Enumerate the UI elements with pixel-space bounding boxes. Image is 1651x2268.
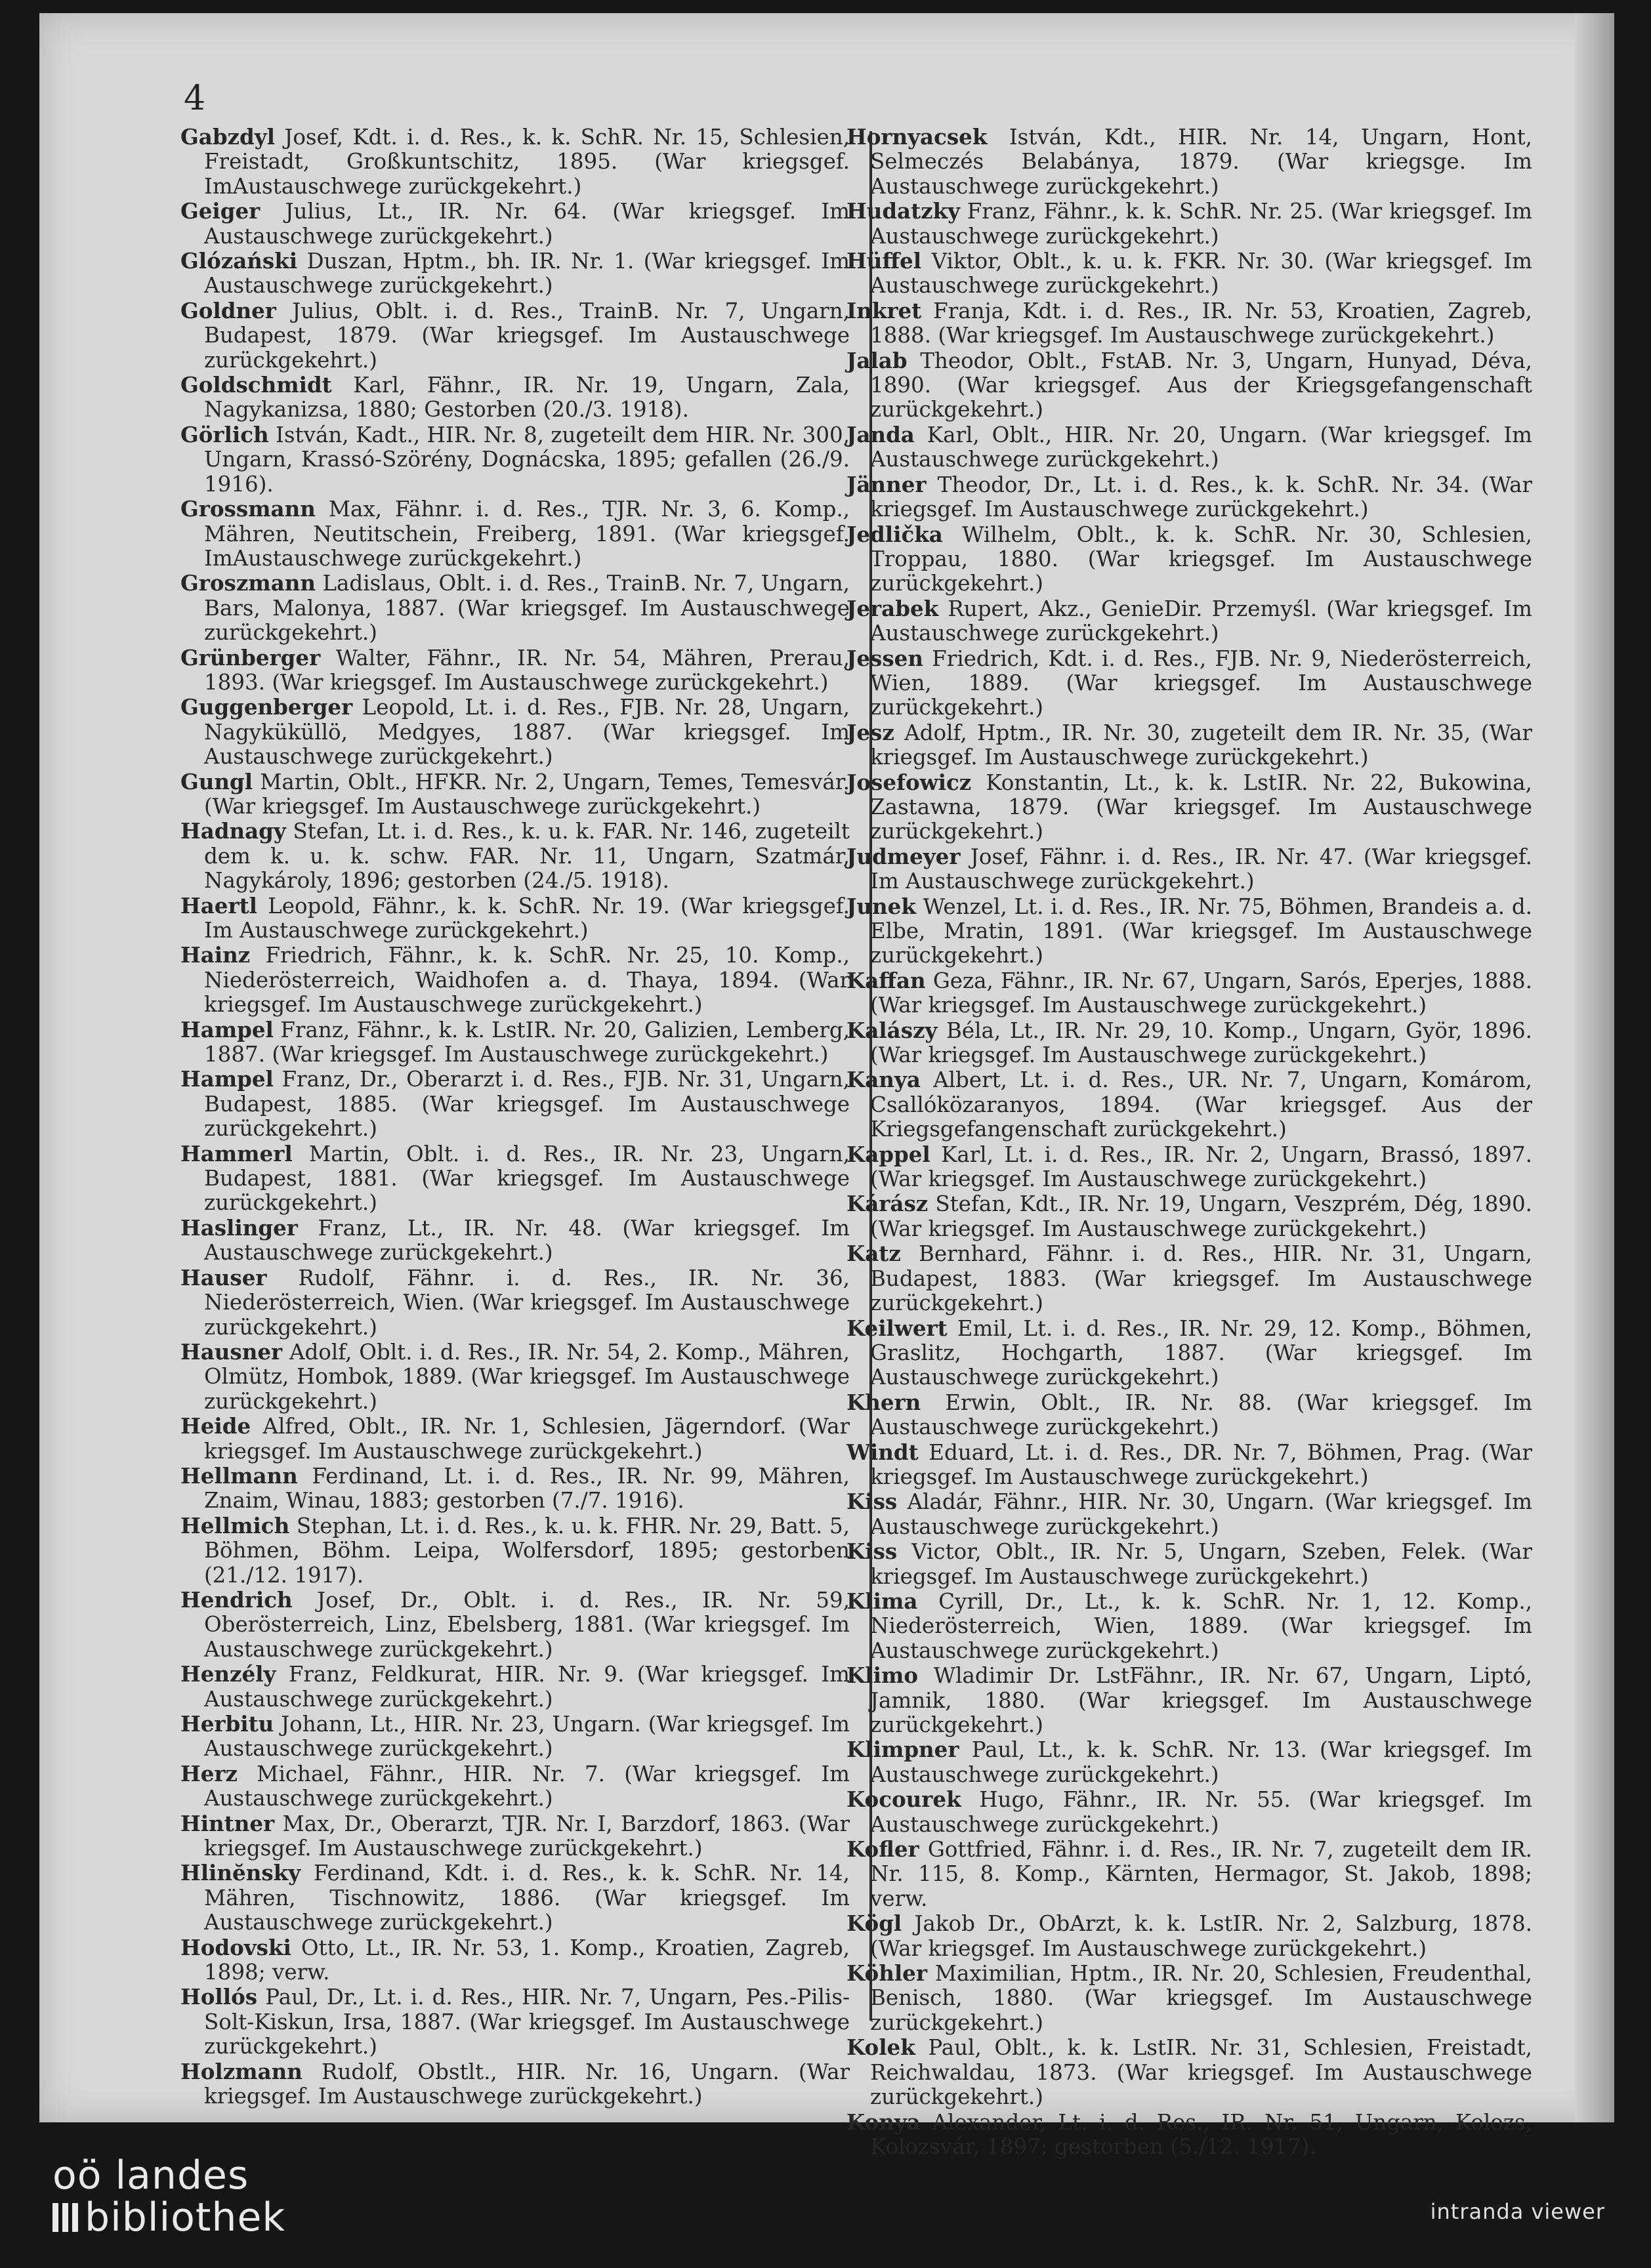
- entry-surname: Kiss: [846, 1489, 898, 1515]
- directory-entry: [846, 1737, 1532, 1787]
- entry-details: Aladár, Fähnr., HIR. Nr. 30, Ungarn. (War kriegsgef. Im Austauschwege zurückgekehrt.): [870, 1489, 1532, 1539]
- entry-details: Jakob Dr., ObArzt, k. k. LstIR. Nr. 2, Salzburg, 1878. (War kriegsgef. Im Austauschwege zurückgekehrt.): [870, 1911, 1532, 1961]
- entry-details: Johann, Lt., HIR. Nr. 23, Ungarn. (War kriegsgef. Im Austauschwege zurückgekehrt.): [204, 1712, 850, 1762]
- entry-surname: Jessen: [846, 645, 923, 671]
- entry-details: Stephan, Lt. i. d. Res., k. u. k. FHR. Nr. 29, Batt. 5, Böhmen, Böhm. Leipa, Wolfersdorf, 1895; gestorben (21./12. 1917).: [204, 1513, 850, 1588]
- directory-entry: [180, 1142, 850, 1216]
- directory-entry: [846, 423, 1532, 472]
- viewer-credit[interactable]: intranda viewer: [1430, 2199, 1605, 2224]
- entry-details: Ferdinand, Lt. i. d. Res., IR. Nr. 99, Mähren, Znaim, Winau, 1883; gestorben (7./7. 1916).: [204, 1463, 850, 1514]
- entry-details: Victor, Oblt., IR. Nr. 5, Ungarn, Szeben, Felek. (War kriegsgef. Im Austauschwege zurückgekehrt.): [870, 1539, 1532, 1589]
- entry-details: Friedrich, Fähnr., k. k. SchR. Nr. 25, 10. Komp., Niederösterreich, Waidhofen a. d. Thaya, 1894. (War kriegsgef. Im Austauschwege zurückgekehrt.): [204, 943, 850, 1018]
- entry-details: Franz, Fähnr., k. k. LstIR. Nr. 20, Galizien, Lemberg, 1887. (War kriegsgef. Im Austauschwege zurückgekehrt.): [204, 1017, 850, 1067]
- entry-surname: Junek: [846, 893, 916, 919]
- directory-entry: [846, 472, 1532, 522]
- logo-bars-icon: [52, 2203, 78, 2232]
- entry-details: Martin, Oblt., HFKR. Nr. 2, Ungarn, Temes, Temesvár. (War kriegsgef. Im Austauschwege zurückgekehrt.): [204, 769, 850, 819]
- entry-details: Viktor, Oblt., k. u. k. FKR. Nr. 30. (War kriegsgef. Im Austauschwege zurückgekehrt.): [870, 249, 1532, 299]
- entry-surname: Goldner: [180, 297, 276, 323]
- entry-details: Theodor, Dr., Lt. i. d. Res., k. k. SchR. Nr. 34. (War kriegsgef. Im Austauschwege zurückgekehrt.): [870, 472, 1532, 522]
- directory-entry: [180, 1985, 850, 2059]
- directory-entry: [846, 844, 1532, 894]
- entry-surname: Herz: [180, 1760, 238, 1786]
- entry-surname: Jedlička: [846, 521, 943, 547]
- entry-surname: Glózański: [180, 248, 298, 274]
- entry-surname: Kofler: [846, 1836, 919, 1863]
- entry-surname: Jerabek: [846, 595, 939, 621]
- entry-surname: Keilwert: [846, 1315, 948, 1341]
- directory-entry: [846, 299, 1532, 348]
- directory-entry: [180, 299, 850, 373]
- entry-details: Karl, Fähnr., IR. Nr. 19, Ungarn, Zala, Nagykanizsa, 1880; Gestorben (20./3. 1918).: [204, 373, 850, 423]
- entry-details: Erwin, Oblt., IR. Nr. 88. (War kriegsgef. Im Austauschwege zurückgekehrt.): [870, 1390, 1532, 1440]
- entry-details: Adolf, Hptm., IR. Nr. 30, zugeteilt dem IR. Nr. 35, (War kriegsgef. Im Austauschwege zurückgekehrt.): [870, 720, 1532, 770]
- entry-surname: Khern: [846, 1389, 921, 1415]
- directory-entry: [180, 770, 850, 819]
- directory-entry: [180, 249, 850, 299]
- entry-details: Paul, Dr., Lt. i. d. Res., HIR. Nr. 7, Ungarn, Pes.-Pilis-Solt-Kiskun, Irsa, 1887. (War kriegsgef. Im Austauschwege zurückgekehrt.): [204, 1985, 850, 2059]
- directory-entry: [180, 1018, 850, 1067]
- entry-details: Franz, Feldkurat, HIR. Nr. 9. (War kriegsgef. Im Austauschwege zurückgekehrt.): [204, 1662, 850, 1712]
- directory-entry: [846, 968, 1532, 1018]
- entry-details: Max, Fähnr. i. d. Res., TJR. Nr. 3, 6. Komp., Mähren, Neutitschein, Freiberg, 1891. (War kriegsgef. ImAustauschwege zurückgekehrt.): [204, 497, 850, 571]
- directory-entry: [846, 1589, 1532, 1663]
- entry-details: Leopold, Fähnr., k. k. SchR. Nr. 19. (War kriegsgef. Im Austauschwege zurückgekehrt.): [204, 893, 850, 943]
- entry-surname: Jänner: [846, 471, 927, 497]
- entry-details: Otto, Lt., IR. Nr. 53, 1. Komp., Kroatien, Zagreb, 1898; verw.: [204, 1935, 850, 1985]
- directory-entry: [846, 1067, 1532, 1142]
- entry-surname: Guggenberger: [180, 694, 353, 720]
- directory-entry: [180, 423, 850, 497]
- entry-details: Josef, Dr., Oblt. i. d. Res., IR. Nr. 59, Oberösterreich, Linz, Ebelsberg, 1881. (War kriegsgef. Im Austauschwege zurückgekehrt.): [204, 1587, 850, 1662]
- directory-entry: [180, 571, 850, 645]
- directory-entry: [846, 1837, 1532, 1911]
- entry-details: Albert, Lt. i. d. Res., UR. Nr. 7, Ungarn, Komárom, Csallóközaranyos, 1894. (War kriegsgef. Aus der Kriegsgefangenschaft zurückgekehrt.): [870, 1067, 1532, 1142]
- entry-details: Geza, Fähnr., IR. Nr. 67, Ungarn, Sarós, Eperjes, 1888. (War kriegsgef. Im Austauschwege zurückgekehrt.): [870, 968, 1532, 1018]
- directory-entry: [846, 1961, 1532, 2035]
- directory-entry: [846, 249, 1532, 299]
- page-edge: [1575, 13, 1614, 2122]
- directory-entry: [846, 348, 1532, 423]
- directory-entry: [846, 1142, 1532, 1192]
- entry-surname: Haertl: [180, 892, 257, 918]
- entry-details: Franz, Fähnr., k. k. SchR. Nr. 25. (War kriegsgef. Im Austauschwege zurückgekehrt.): [870, 199, 1532, 249]
- entry-surname: Holzmann: [180, 2058, 303, 2084]
- directory-entry: [846, 646, 1532, 720]
- directory-entry: [846, 1489, 1532, 1539]
- logo-line-1: oö landes: [52, 2153, 249, 2198]
- entry-surname: Katz: [846, 1241, 901, 1267]
- entry-details: Friedrich, Kdt. i. d. Res., FJB. Nr. 9, Niederösterreich, Wien, 1889. (War kriegsgef. Im Austauschwege zurückgekehrt.): [870, 646, 1532, 720]
- entry-details: Rudolf, Fähnr. i. d. Res., IR. Nr. 36, Niederösterreich, Wien. (War kriegsgef. Im Austauschwege zurückgekehrt.): [204, 1265, 850, 1340]
- directory-entry: [846, 522, 1532, 596]
- entry-surname: Hausner: [180, 1338, 283, 1365]
- entry-surname: Inkret: [846, 297, 922, 323]
- entry-surname: Hammerl: [180, 1140, 293, 1166]
- directory-entry: [180, 1067, 850, 1141]
- directory-entry: [180, 1935, 850, 1985]
- entry-surname: Goldschmidt: [180, 372, 332, 398]
- entry-surname: Geiger: [180, 198, 261, 224]
- directory-entry: [180, 1588, 850, 1662]
- directory-entry: [180, 1861, 850, 1935]
- entry-details: Rupert, Akz., GenieDir. Przemyśl. (War kriegsgef. Im Austauschwege zurückgekehrt.): [870, 596, 1532, 646]
- directory-entry: [180, 199, 850, 249]
- entry-surname: Josefowicz: [846, 769, 972, 795]
- directory-entry: [846, 1316, 1532, 1390]
- directory-entry: [180, 1340, 850, 1414]
- entry-surname: Gungl: [180, 768, 253, 794]
- entry-details: Maximilian, Hptm., IR. Nr. 20, Schlesien, Freudenthal, Benisch, 1880. (War kriegsgef. Im Austauschwege zurückgekehrt.): [870, 1961, 1532, 2035]
- entry-surname: Kanya: [846, 1067, 921, 1093]
- entry-surname: Hintner: [180, 1810, 275, 1836]
- directory-entry: [846, 1787, 1532, 1837]
- entry-surname: Klima: [846, 1588, 918, 1614]
- directory-entry: [846, 2110, 1532, 2160]
- entry-surname: Köhler: [846, 1960, 927, 1987]
- directory-entry: [846, 1539, 1532, 1589]
- entry-surname: Hadnagy: [180, 818, 286, 844]
- entry-details: Rudolf, Obstlt., HIR. Nr. 16, Ungarn. (War kriegsgef. Im Austauschwege zurückgekehrt.): [204, 2059, 850, 2109]
- entry-details: Julius, Lt., IR. Nr. 64. (War kriegsgef. Im Austauschwege zurückgekehrt.): [204, 199, 850, 249]
- entry-surname: Hellmich: [180, 1512, 290, 1538]
- entry-details: Paul, Oblt., k. k. LstIR. Nr. 31, Schlesien, Freistadt, Reichwaldau, 1873. (War kriegsgef. Im Austauschwege zurückgekehrt.): [870, 2035, 1532, 2110]
- entry-surname: Jalab: [846, 347, 908, 373]
- directory-entry: [180, 894, 850, 943]
- entry-surname: Hudatzky: [846, 198, 960, 224]
- entry-details: István, Kadt., HIR. Nr. 8, zugeteilt dem HIR. Nr. 300, Ungarn, Krassó-Szörény, Dognácska, 1895; gefallen (26./9. 1916).: [204, 422, 850, 497]
- entry-details: Emil, Lt. i. d. Res., IR. Nr. 29, 12. Komp., Böhmen, Graslitz, Hochgarth, 1887. (War kriegsgef. Im Austauschwege zurückgekehrt.): [870, 1315, 1532, 1390]
- directory-entry: [180, 1514, 850, 1588]
- entry-details: Michael, Fähnr., HIR. Nr. 7. (War kriegsgef. Im Austauschwege zurückgekehrt.): [204, 1761, 850, 1811]
- entry-surname: Hendrich: [180, 1586, 293, 1613]
- directory-entry: [846, 125, 1532, 199]
- directory-entry: [180, 695, 850, 769]
- directory-entry: [180, 1216, 850, 1266]
- entry-surname: Janda: [846, 421, 915, 447]
- directory-entry: [846, 1191, 1532, 1241]
- logo-line-2: bibliothek: [85, 2195, 286, 2240]
- entry-surname: Judmeyer: [846, 843, 961, 869]
- entry-details: Adolf, Oblt. i. d. Res., IR. Nr. 54, 2. Komp., Mähren, Olmütz, Hombok, 1889. (War kriegsgef. Im Austauschwege zurückgekehrt.): [204, 1339, 850, 1414]
- entry-details: Josef, Fähnr. i. d. Res., IR. Nr. 47. (War kriegsgef. Im Austauschwege zurückgekehrt.): [870, 844, 1532, 894]
- entry-details: Martin, Oblt. i. d. Res., IR. Nr. 23, Ungarn, Budapest, 1881. (War kriegsgef. Im Austauschwege zurückgekehrt.): [204, 1141, 850, 1216]
- entry-surname: Hüffel: [846, 248, 922, 274]
- entry-details: Leopold, Lt. i. d. Res., FJB. Nr. 28, Ungarn, Nagyküküllö, Medgyes, 1887. (War kriegsgef. Im Austauschwege zurückgekehrt.): [204, 695, 850, 770]
- entry-details: Wladimir Dr. LstFähnr., IR. Nr. 67, Ungarn, Liptó, Jamnik, 1880. (War kriegsgef. Im Austauschwege zurückgekehrt.): [870, 1663, 1532, 1737]
- left-column: [180, 125, 850, 2109]
- entry-surname: Jesz: [846, 719, 894, 745]
- entry-surname: Klimo: [846, 1662, 919, 1689]
- entry-details: Max, Dr., Oberarzt, TJR. Nr. I, Barzdorf, 1863. (War kriegsgef. Im Austauschwege zurückgekehrt.): [204, 1811, 850, 1861]
- scanned-page: [39, 13, 1614, 2159]
- directory-entry: [180, 1464, 850, 1514]
- directory-entry: [180, 943, 850, 1017]
- entry-details: István, Kdt., HIR. Nr. 14, Ungarn, Hont, Selmeczés Belabánya, 1879. (War kriegsge. Im Austauschwege zurückgekehrt.): [870, 125, 1532, 199]
- entry-surname: Hlinĕnsky: [180, 1860, 301, 1886]
- entry-details: Franz, Dr., Oberarzt i. d. Res., FJB. Nr. 31, Ungarn, Budapest, 1885. (War kriegsgef. Im Austauschwege zurückgekehrt.): [204, 1067, 850, 1142]
- directory-entry: [846, 720, 1532, 770]
- entry-details: Josef, Kdt. i. d. Res., k. k. SchR. Nr. 15, Schlesien, Freistadt, Großkuntschitz, 1895. (War kriegsgef. ImAustauschwege zurückgekehrt.): [204, 125, 850, 199]
- entry-details: Ferdinand, Kdt. i. d. Res., k. k. SchR. Nr. 14, Mähren, Tischnowitz, 1886. (War kriegsgef. Im Austauschwege zurückgekehrt.): [204, 1861, 850, 1935]
- directory-entry: [180, 1762, 850, 1811]
- entry-surname: Hainz: [180, 942, 251, 968]
- directory-entry: [846, 199, 1532, 249]
- entry-details: Stefan, Lt. i. d. Res., k. u. k. FAR. Nr. 146, zugeteilt dem k. u. k. schw. FAR. Nr. 11, Ungarn, Szatmár, Nagykároly, 1896; gestorben (24./5. 1918).: [204, 819, 850, 894]
- entry-surname: Konya: [846, 2109, 921, 2135]
- entry-surname: Hellmann: [180, 1462, 298, 1489]
- directory-entry: [180, 646, 850, 695]
- entry-surname: Görlich: [180, 421, 269, 447]
- entry-details: Alexander, Lt. i. d. Res., IR. Nr. 51, Ungarn, Kolozs, Kolozsvár, 1897; gestorben (5./12. 1917).: [870, 2109, 1532, 2159]
- entry-surname: Kárász: [846, 1191, 929, 1217]
- directory-entry: [180, 125, 850, 199]
- directory-entry: [846, 1241, 1532, 1315]
- entry-surname: Groszmann: [180, 570, 316, 596]
- entry-surname: Haslinger: [180, 1214, 298, 1241]
- entry-surname: Henzély: [180, 1661, 276, 1687]
- entry-details: Gottfried, Fähnr. i. d. Res., IR. Nr. 7, zugeteilt dem IR. Nr. 115, 8. Komp., Kärnten, Hermagor, St. Jakob, 1898; verw.: [870, 1837, 1532, 1911]
- library-logo: [52, 2155, 285, 2239]
- entry-surname: Kocourek: [846, 1786, 961, 1813]
- directory-entry: [846, 1390, 1532, 1440]
- directory-entry: [846, 1018, 1532, 1068]
- entry-surname: Klimpner: [846, 1737, 959, 1763]
- logo-line-2-wrapper: [52, 2196, 285, 2239]
- entry-surname: Hodovski: [180, 1934, 291, 1960]
- entry-details: Karl, Lt. i. d. Res., IR. Nr. 2, Ungarn, Brassó, 1897. (War kriegsgef. Im Austauschwege zurückgekehrt.): [870, 1142, 1532, 1192]
- entry-details: Wilhelm, Oblt., k. k. SchR. Nr. 30, Schlesien, Troppau, 1880. (War kriegsgef. Im Austauschwege zurückgekehrt.): [870, 522, 1532, 596]
- entry-details: Wenzel, Lt. i. d. Res., IR. Nr. 75, Böhmen, Brandeis a. d. Elbe, Mratin, 1891. (War kriegsgef. Im Austauschwege zurückgekehrt.): [870, 894, 1532, 968]
- entry-surname: Herbitu: [180, 1711, 274, 1737]
- entry-surname: Kolek: [846, 2034, 915, 2061]
- directory-entry: [180, 373, 850, 423]
- entry-surname: Kaffan: [846, 967, 926, 993]
- entry-details: Eduard, Lt. i. d. Res., DR. Nr. 7, Böhmen, Prag. (War kriegsgef. Im Austauschwege zurückgekehrt.): [870, 1439, 1532, 1489]
- entry-details: Bernhard, Fähnr. i. d. Res., HIR. Nr. 31, Ungarn, Budapest, 1883. (War kriegsgef. Im Austauschwege zurückgekehrt.): [870, 1241, 1532, 1316]
- directory-entry: [180, 2059, 850, 2109]
- entry-details: Karl, Oblt., HIR. Nr. 20, Ungarn. (War kriegsgef. Im Austauschwege zurückgekehrt.): [870, 422, 1532, 472]
- entry-surname: Windt: [846, 1439, 919, 1465]
- entry-details: Julius, Oblt. i. d. Res., TrainB. Nr. 7, Ungarn, Budapest, 1879. (War kriegsgef. Im Austauschwege zurückgekehrt.): [204, 298, 850, 373]
- entry-surname: Grünberger: [180, 644, 321, 670]
- entry-surname: Hampel: [180, 1016, 274, 1042]
- entry-surname: Hampel: [180, 1066, 274, 1092]
- directory-entry: [846, 1440, 1532, 1490]
- right-column: [846, 125, 1532, 2159]
- directory-entry: [180, 1712, 850, 1762]
- directory-entry: [846, 894, 1532, 968]
- directory-entry: [846, 1911, 1532, 1961]
- entry-surname: Grossmann: [180, 496, 316, 522]
- entry-details: Stefan, Kdt., IR. Nr. 19, Ungarn, Veszprém, Dég, 1890. (War kriegsgef. Im Austauschwege zurückgekehrt.): [870, 1191, 1532, 1241]
- entry-surname: Hauser: [180, 1264, 267, 1290]
- page-number: 4: [184, 79, 206, 118]
- entry-surname: Kögl: [846, 1910, 902, 1937]
- entry-surname: Gabzdyl: [180, 124, 275, 150]
- directory-entry: [180, 1662, 850, 1712]
- entry-surname: Kappel: [846, 1141, 930, 1167]
- entry-surname: Kiss: [846, 1538, 898, 1565]
- entry-details: Cyrill, Dr., Lt., k. k. SchR. Nr. 1, 12. Komp., Niederösterreich, Wien, 1889. (War kriegsgef. Im Austauschwege zurückgekehrt.): [870, 1588, 1532, 1663]
- entry-details: Paul, Lt., k. k. SchR. Nr. 13. (War kriegsgef. Im Austauschwege zurückgekehrt.): [870, 1737, 1532, 1787]
- entry-details: Béla, Lt., IR. Nr. 29, 10. Komp., Ungarn, Györ, 1896. (War kriegsgef. Im Austauschwege zurückgekehrt.): [870, 1018, 1532, 1068]
- entry-surname: Heide: [180, 1413, 251, 1439]
- directory-entry: [180, 1266, 850, 1340]
- entry-surname: Hornyacsek: [846, 124, 988, 150]
- directory-entry: [846, 596, 1532, 646]
- entry-details: Franja, Kdt. i. d. Res., IR. Nr. 53, Kroatien, Zagreb, 1888. (War kriegsgef. Im Austauschwege zurückgekehrt.): [870, 298, 1532, 348]
- directory-entry: [180, 1414, 850, 1464]
- entry-details: Hugo, Fähnr., IR. Nr. 55. (War kriegsgef. Im Austauschwege zurückgekehrt.): [870, 1787, 1532, 1837]
- entry-details: Franz, Lt., IR. Nr. 48. (War kriegsgef. Im Austauschwege zurückgekehrt.): [204, 1215, 850, 1266]
- entry-surname: Kalászy: [846, 1017, 938, 1043]
- directory-entry: [846, 1663, 1532, 1737]
- entry-details: Duszan, Hptm., bh. IR. Nr. 1. (War kriegsgef. Im Austauschwege zurückgekehrt.): [204, 249, 850, 299]
- entry-details: Alfred, Oblt., IR. Nr. 1, Schlesien, Jägerndorf. (War kriegsgef. Im Austauschwege zurückgekehrt.): [204, 1414, 850, 1464]
- directory-entry: [180, 1811, 850, 1861]
- directory-entry: [180, 497, 850, 571]
- entry-details: Ladislaus, Oblt. i. d. Res., TrainB. Nr. 7, Ungarn, Bars, Malonya, 1887. (War kriegsgef. Im Austauschwege zurückgekehrt.): [204, 571, 850, 646]
- directory-entry: [846, 2035, 1532, 2109]
- entry-details: Walter, Fähnr., IR. Nr. 54, Mähren, Prerau, 1893. (War kriegsgef. Im Austauschwege zurückgekehrt.): [204, 645, 850, 695]
- entry-surname: Hollós: [180, 1984, 258, 2010]
- directory-entry: [180, 819, 850, 893]
- directory-entry: [846, 770, 1532, 844]
- entry-details: Konstantin, Lt., k. k. LstIR. Nr. 22, Bukowina, Zastawna, 1879. (War kriegsgef. Im Austauschwege zurückgekehrt.): [870, 770, 1532, 844]
- entry-details: Theodor, Oblt., FstAB. Nr. 3, Ungarn, Hunyad, Déva, 1890. (War kriegsgef. Aus der Kriegsgefangenschaft zurückgekehrt.): [870, 348, 1532, 423]
